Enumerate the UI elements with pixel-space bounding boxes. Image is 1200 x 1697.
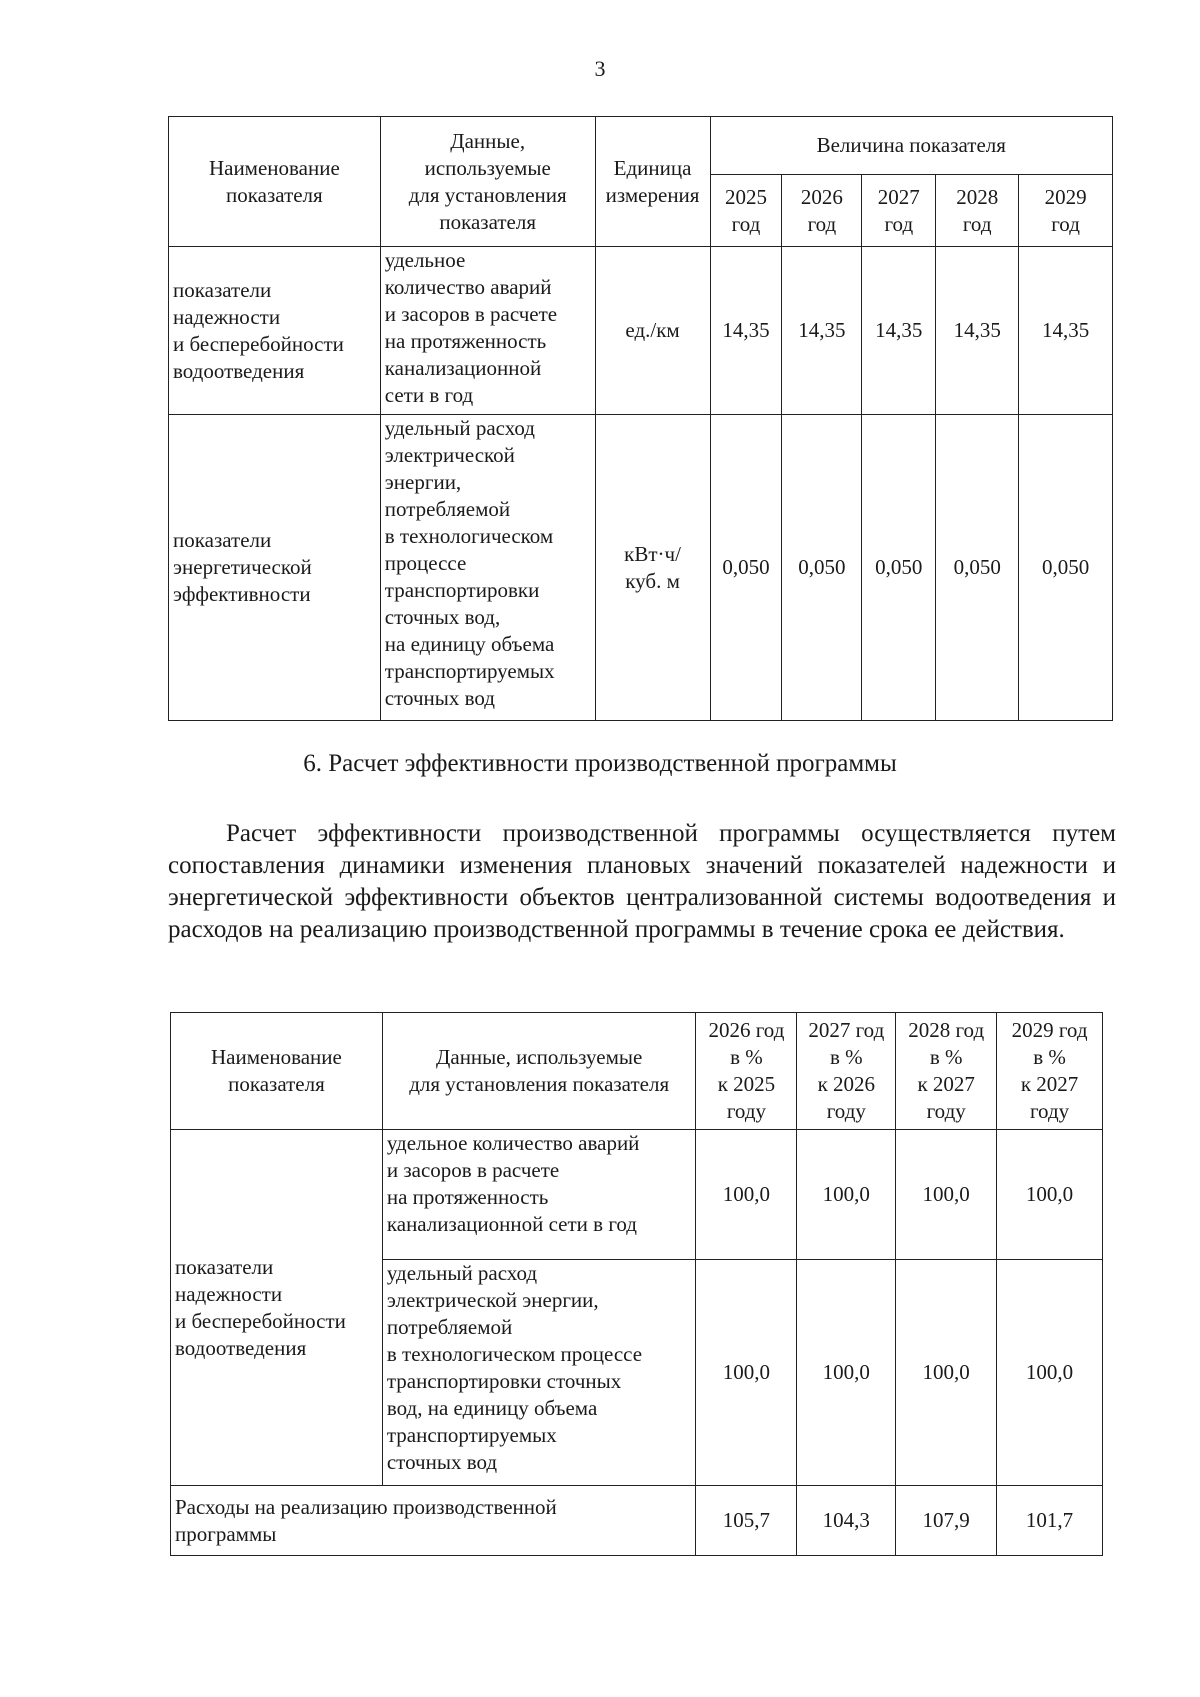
t2-header-period-2028: 2028 год в % к 2027 году xyxy=(896,1013,997,1130)
t1-row2-value-2026: 0,050 xyxy=(782,415,862,721)
t2-expenses-label: Расходы на реализацию производственной программы xyxy=(171,1486,696,1556)
t2-row2-value-1: 100,0 xyxy=(696,1260,797,1486)
table-row xyxy=(171,1486,1103,1556)
t1-year-2029: 2029 год xyxy=(1019,175,1113,247)
t1-row1-value-2026: 14,35 xyxy=(782,247,862,415)
t2-row2-value-2: 100,0 xyxy=(797,1260,896,1486)
t1-year-2027: 2027 год xyxy=(862,175,936,247)
t1-header-name: Наименование показателя xyxy=(169,117,381,247)
table-row xyxy=(169,247,1113,415)
section-heading: 6. Расчет эффективности производственной программы xyxy=(303,750,897,777)
t1-row2-value-2027: 0,050 xyxy=(862,415,936,721)
t1-year-2028: 2028 год xyxy=(936,175,1019,247)
t1-row2-name: показатели энергетической эффективности xyxy=(169,415,381,721)
t2-header-period-2026: 2026 год в % к 2025 году xyxy=(696,1013,797,1130)
t2-header-period-2029: 2029 год в % к 2027 году xyxy=(997,1013,1103,1130)
t1-row1-data: удельное количество аварий и засоров в расчете на протяженность канализационной сети в год xyxy=(380,247,595,415)
body-paragraph: Расчет эффективности производственной программы осуществляется путем сопоставления динамики изменения плановых значений показателей надежности и энергетической эффективности объектов централизованной системы водоотведения и расходов на реализацию производственной программы в течение срока ее действия. xyxy=(168,820,1116,943)
t2-row1-value-3: 100,0 xyxy=(896,1130,997,1260)
t1-row2-value-2025: 0,050 xyxy=(710,415,782,721)
t1-header-unit: Единица измерения xyxy=(595,117,710,247)
t2-header-data: Данные, используемые для установления показателя xyxy=(382,1013,696,1130)
page-number: 3 xyxy=(594,56,606,81)
t1-row1-value-2029: 14,35 xyxy=(1019,247,1113,415)
t2-expenses-value-4: 101,7 xyxy=(997,1486,1103,1556)
indicators-table xyxy=(168,116,1113,721)
t1-row1-value-2028: 14,35 xyxy=(936,247,1019,415)
t2-row2-value-4: 100,0 xyxy=(997,1260,1103,1486)
t2-expenses-value-1: 105,7 xyxy=(696,1486,797,1556)
t1-year-2025: 2025 год xyxy=(710,175,782,247)
t2-header-name: Наименование показателя xyxy=(171,1013,383,1130)
table-row xyxy=(171,1130,1103,1260)
t2-row2-data: удельный расход электрической энергии, потребляемой в технологическом процессе транспортировки сточных вод, на единицу объема транспортируемых сточных вод xyxy=(382,1260,696,1486)
t1-row1-unit: ед./км xyxy=(595,247,710,415)
efficiency-table xyxy=(170,1012,1103,1556)
table-row xyxy=(169,415,1113,721)
t1-row1-value-2025: 14,35 xyxy=(710,247,782,415)
t1-header-data: Данные, используемые для установления показателя xyxy=(380,117,595,247)
t1-row1-name: показатели надежности и бесперебойности водоотведения xyxy=(169,247,381,415)
t2-row1-value-4: 100,0 xyxy=(997,1130,1103,1260)
t2-expenses-value-3: 107,9 xyxy=(896,1486,997,1556)
t2-header-period-2027: 2027 год в % к 2026 году xyxy=(797,1013,896,1130)
t2-row1-value-1: 100,0 xyxy=(696,1130,797,1260)
t1-row2-value-2028: 0,050 xyxy=(936,415,1019,721)
t2-row2-value-3: 100,0 xyxy=(896,1260,997,1486)
t2-row1-value-2: 100,0 xyxy=(797,1130,896,1260)
t1-row2-unit: кВт·ч/ куб. м xyxy=(595,415,710,721)
t2-group-name: показатели надежности и бесперебойности водоотведения xyxy=(171,1130,383,1486)
t1-year-2026: 2026 год xyxy=(782,175,862,247)
t1-header-value-group: Величина показателя xyxy=(710,117,1112,175)
t2-row1-data: удельное количество аварий и засоров в расчете на протяженность канализационной сети в год xyxy=(382,1130,696,1260)
t1-row1-value-2027: 14,35 xyxy=(862,247,936,415)
t1-row2-value-2029: 0,050 xyxy=(1019,415,1113,721)
t2-expenses-value-2: 104,3 xyxy=(797,1486,896,1556)
t1-row2-data: удельный расход электрической энергии, потребляемой в технологическом процессе транспортировки сточных вод, на единицу объема транспортируемых сточных вод xyxy=(380,415,595,721)
